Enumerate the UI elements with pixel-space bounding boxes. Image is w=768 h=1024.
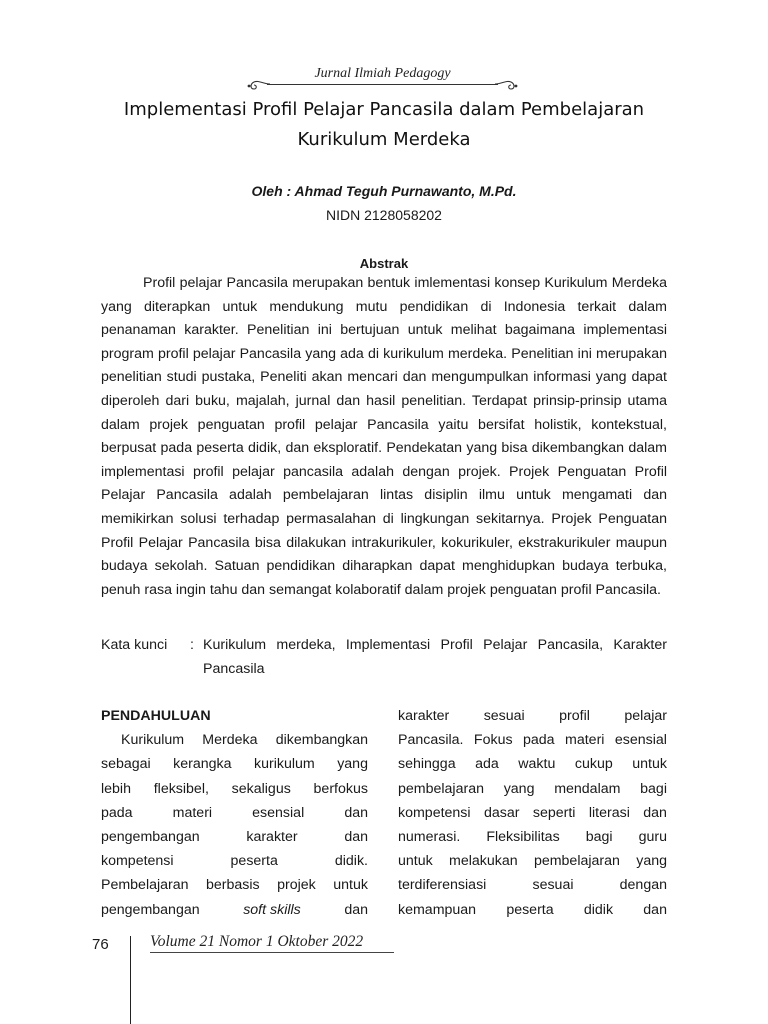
right-column-word: pembelajaran [533,853,620,870]
right-column-word: yang [503,780,535,797]
left-column-line [101,801,368,825]
left-column-word: Pembelajaran [101,877,189,894]
left-column-word: berbasis [206,877,260,894]
right-column-word: pembelajaran [398,780,484,797]
left-column-word: dikembangkan [275,732,368,749]
left-column-word: Merdeka [202,732,258,749]
right-column-word: Fokus [473,732,513,749]
right-column-line [398,704,667,728]
right-column-word: seperti [532,804,576,821]
right-column-word: literasi [588,804,630,821]
right-column-text [398,704,667,922]
right-column-word: untuk [632,756,667,773]
right-column-word: terdiferensiasi [398,877,487,894]
left-column-word: kurikulum [254,756,315,773]
right-column-word: mendalam [554,780,621,797]
right-column-word: bagi [585,828,613,845]
left-last-italic: soft skills [243,901,301,918]
right-column-word: sesuai [532,877,574,894]
journal-header [245,62,520,94]
keywords-label: Kata kunci [101,637,168,653]
left-column-word: yang [337,756,368,773]
right-column-word: dan [643,901,667,918]
left-column-word: fleksibel, [153,780,209,797]
right-column-line [398,801,667,825]
right-column-word: untuk [398,853,433,870]
right-column-word: Pancasila. [398,732,464,749]
keywords-separator: : [190,637,194,653]
left-column-word: berfokus [313,780,368,797]
left-column-word: untuk [333,877,368,894]
right-column-line [398,728,667,752]
left-column-word: pengembangan [101,828,200,845]
left-column-word: peserta [230,853,278,870]
left-column-line [101,752,368,776]
right-column-word: numerasi. [398,828,461,845]
left-column-word: Kurikulum [121,732,185,749]
left-last-pre: pengembangan [101,901,200,918]
abstract-heading: Abstrak [359,256,409,271]
left-column-word: didik. [334,853,368,870]
right-column-line [398,777,667,801]
right-column-word: sesuai [483,708,525,724]
right-column-word: bagi [640,780,667,797]
section-heading: PENDAHULUAN [101,708,211,724]
left-column-line [101,728,368,752]
right-column-word: yang [636,853,667,870]
right-column-word: guru [638,828,667,845]
keywords-value: Kurikulum merdeka, Implementasi Profil Pelajar Pancasila, Karakter Pancasila [203,637,667,677]
left-column-word: lebih [101,780,131,797]
left-column-word: sekaligus [231,780,291,797]
left-column-word: dan [344,804,368,821]
header-rule [267,84,498,85]
author-nidn: NIDN 2128058202 [326,207,442,223]
left-column-word: dan [344,828,368,845]
right-column-line [398,849,667,873]
left-column-line [101,777,368,801]
right-column-word: melakukan [449,853,518,870]
right-column-line [398,898,667,922]
left-column-word: kompetensi [101,853,174,870]
right-column-word: didik [583,901,614,918]
right-column-word: peserta [506,901,554,918]
abstract-body: Profil pelajar Pancasila merupakan bentuk imlementasi konsep Kurikulum Merdeka yang diterapkan untuk mendukung mutu pendidikan di Indonesia terkait dalam penanaman karakter. Penelitian ini bertujuan untuk melihat bagaimana implementasi program profil pelajar Pancasila yang ada di kurikulum merdeka. Penelitian ini merupakan penelitian studi pustaka, Peneliti akan mencari dan mengumpulkan informasi yang dapat diperoleh dari buku, majalah, jurnal dan hasil penelitian. Terdapat prinsip-prinsip utama dalam projek penguatan profil pelajar Pancasila yaitu bersifat holistik, kontekstual, berpusat pada peserta didik, dan eksploratif. Pendekatan yang bisa dikembangkan dalam implementasi profil pelajar pancasila adalah dengan projek. Projek Penguatan Profil Pelajar Pancasila adalah pembelajaran lintas disiplin ilmu untuk mengamati dan memikirkan solusi terhadap permasalahan di lingkungan sekitarnya. Projek Penguatan Profil Pelajar Pancasila bisa dilakukan intrakurikuler, kokurikuler, ekstrakurikuler maupun budaya sekolah. Satuan pendidikan diharapkan dapat menghidupkan budaya terbuka, penuh rasa ingin tahu dan semangat kolaboratif dalam projek penguatan profil Pancasila. [101,275,667,598]
right-column-word: karakter [398,708,450,724]
left-column-line [101,825,368,849]
left-column [101,704,368,922]
right-column-line [398,825,667,849]
left-column-word: sebagai [101,756,151,773]
right-column-line [398,873,667,897]
left-column-line [101,873,368,897]
page-number: 76 [92,936,109,953]
right-column-word: kemampuan [398,901,477,918]
paper-title-line-2: Kurikulum Merdeka [297,129,471,150]
left-column-last-line [101,898,368,922]
right-flourish-ornament [494,76,520,92]
left-column-word: esensial [252,804,305,821]
left-column-text [101,728,368,897]
footer-divider [130,936,131,1024]
right-column-word: profil [559,708,590,724]
paper-title [80,95,688,155]
right-column-word: Fleksibilitas [486,828,560,845]
left-column-word: pada [101,804,133,821]
left-last-post: dan [344,901,368,918]
right-column-word: pelajar [624,708,667,724]
right-column-word: kompetensi [398,804,471,821]
right-column-word: materi [565,732,605,749]
right-column [398,704,667,922]
right-column-line [398,752,667,776]
left-column-word: materi [172,804,213,821]
right-column-word: esensial [614,732,667,749]
author-byline: Oleh : Ahmad Teguh Purnawanto, M.Pd. [251,183,517,199]
right-column-word: cukup [574,756,613,773]
right-column-word: ada [475,756,499,773]
left-column-word: karakter [246,828,298,845]
right-column-word: dengan [619,877,667,894]
right-column-word: sehingga [398,756,456,773]
journal-title: Jurnal Ilmiah Pedagogy [314,66,451,81]
left-column-word: projek [277,877,316,894]
right-column-word: dan [643,804,667,821]
right-column-word: pada [523,732,555,749]
left-column-line [101,849,368,873]
right-column-word: dasar [483,804,520,821]
footer-volume: Volume 21 Nomor 1 Oktober 2022 [150,933,394,953]
left-column-word: kerangka [173,756,232,773]
right-column-word: waktu [518,756,556,773]
paper-title-line-1: Implementasi Profil Pelajar Pancasila dalam Pembelajaran [123,99,645,120]
